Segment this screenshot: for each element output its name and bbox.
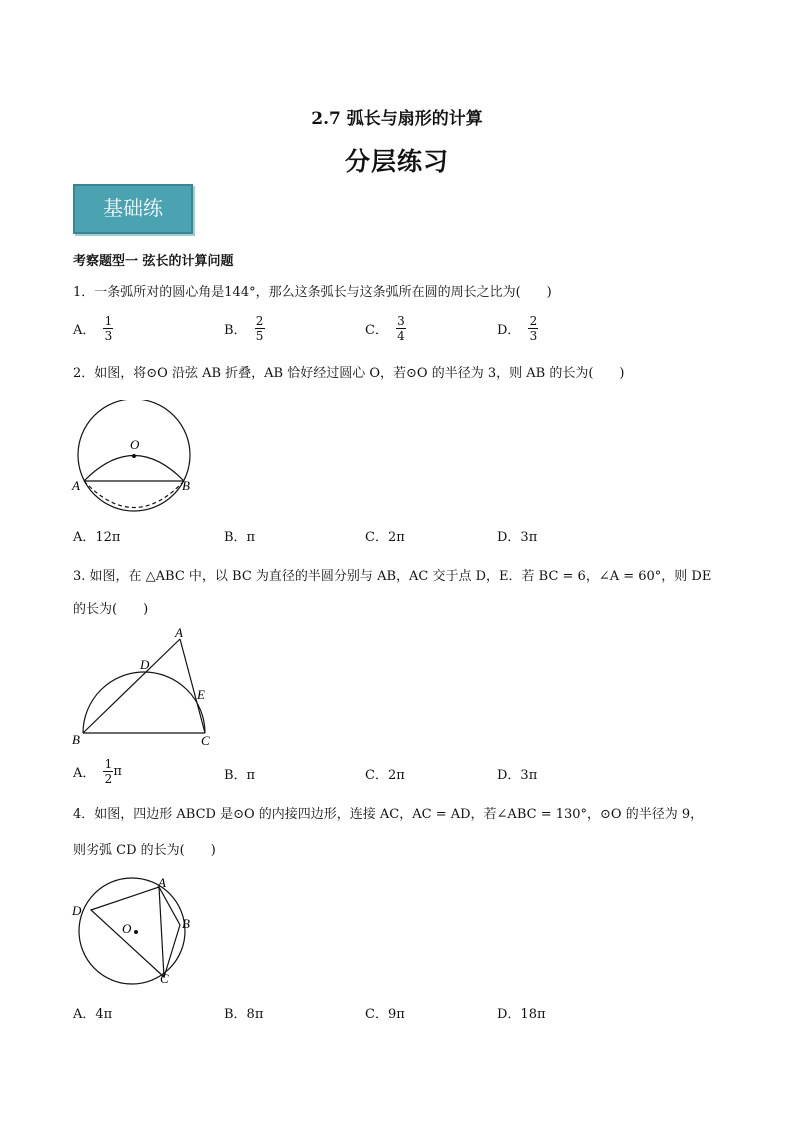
question-4-text-line1: 4．如图，四边形 ABCD 是⊙O 的内接四边形，连接 AC，AC = AD，若∠ABC = 130°，⊙O 的半径为 9， — [73, 807, 704, 822]
q4-option-d: D．18π — [497, 1007, 546, 1022]
question-1-text: 1．一条弧所对的圆心角是144°，那么这条弧长与这条弧所在圆的周长之比为( ) — [73, 285, 552, 300]
diagonal-ac — [159, 887, 164, 977]
q3-option-b: B．π — [224, 768, 256, 783]
option-label: A． — [73, 323, 96, 338]
q4-figure — [68, 875, 203, 995]
fraction: $\frac{1}{3}$ — [104, 314, 113, 343]
q1-option-b — [224, 314, 265, 343]
question-3-text-line1: 3. 如图，在 △ABC 中，以 BC 为直径的半圆分别与 AB，AC 交于点 D，E．若 BC = 6，∠A = 60°，则 DE — [73, 569, 712, 584]
label-d: D — [140, 657, 150, 672]
question-2-text: 2．如图，将⊙O 沿弦 AB 折叠，AB 恰好经过圆心 O，若⊙O 的半径为 3，则 AB 的长为( ) — [73, 366, 625, 381]
level-badge: 基础练 — [73, 184, 193, 234]
q2-option-b: B．π — [224, 530, 256, 545]
fraction: $\frac{1}{2}$ — [104, 757, 113, 786]
q3-option-c: C．2π — [365, 768, 405, 783]
option-label: C． — [365, 323, 388, 338]
fraction: $\frac{3}{4}$ — [397, 314, 405, 343]
center-point — [134, 930, 138, 934]
segment-ab — [83, 639, 180, 733]
dashed-arc — [84, 481, 184, 508]
question-4-text-line2: 则劣弧 CD 的长为( ) — [73, 843, 216, 858]
page-title: 2.7 弧长与扇形的计算 — [311, 109, 483, 129]
label-c: C — [160, 971, 169, 986]
label-a: A — [72, 478, 80, 493]
center-point — [132, 454, 136, 458]
q2-option-d: D．3π — [497, 530, 538, 545]
label-a: A — [158, 875, 166, 890]
pi-symbol: π — [113, 764, 122, 779]
q1-option-c — [365, 314, 406, 343]
page-subtitle: 分层练习 — [344, 147, 449, 176]
fraction: $\frac{2}{3}$ — [529, 314, 538, 343]
q3-option-a — [73, 757, 122, 786]
option-label: D． — [497, 323, 521, 338]
q2-option-c: C．2π — [365, 530, 405, 545]
q2-figure — [70, 400, 200, 515]
label-d: D — [72, 903, 82, 918]
folded-arc — [84, 456, 184, 482]
label-e: E — [197, 687, 205, 702]
label-a: A — [175, 625, 183, 640]
q4-option-b: B．8π — [224, 1007, 264, 1022]
q1-option-a — [73, 314, 113, 343]
q4-option-c: C．9π — [365, 1007, 405, 1022]
label-c: C — [201, 733, 210, 748]
label-b: B — [182, 916, 190, 931]
label-b: B — [182, 478, 190, 493]
circle — [79, 878, 185, 984]
q1-option-d — [497, 314, 538, 343]
label-o: O — [130, 437, 140, 452]
label-b: B — [72, 732, 80, 747]
option-label: B． — [224, 323, 247, 338]
q2-option-a: A．12π — [73, 530, 121, 545]
fraction: $\frac{2}{5}$ — [255, 314, 264, 343]
label-o: O — [122, 921, 132, 936]
option-label: A． — [73, 766, 96, 781]
semicircle — [83, 672, 205, 733]
q4-option-a: A．4π — [73, 1007, 113, 1022]
question-3-text-line2: 的长为( ) — [73, 602, 149, 617]
q3-figure — [68, 625, 218, 750]
section-heading: 考察题型一 弦长的计算问题 — [73, 254, 234, 269]
q3-option-d: D．3π — [497, 768, 538, 783]
